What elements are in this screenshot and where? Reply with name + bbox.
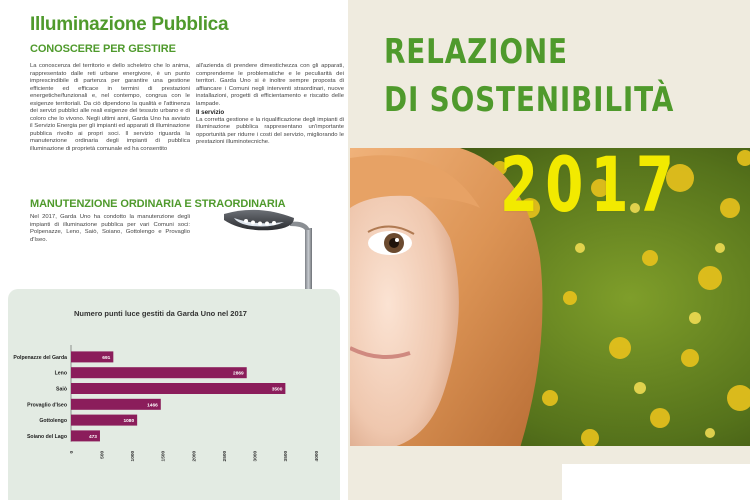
bar-value-label: 1080: [123, 419, 135, 425]
bar: [71, 383, 285, 394]
page-title: Illuminazione Pubblica: [30, 14, 229, 35]
decorative-card: [562, 464, 750, 500]
section-heading-conoscere: CONOSCERE PER GESTIRE: [30, 43, 176, 55]
chart-title: Numero punti luce gestiti da Garda Uno nel 2017: [74, 309, 247, 318]
bar-value-label: 3500: [271, 387, 283, 393]
street-lamp-image: [222, 200, 314, 292]
bar: [71, 367, 247, 378]
bar-value-label: 691: [102, 355, 111, 361]
category-label: Gottolengo: [39, 418, 67, 425]
x-tick-label: 2000: [192, 450, 198, 462]
bar-value-label: 2869: [233, 371, 244, 377]
body-text-manutenzione: Nel 2017, Garda Uno ha condotto la manutenzione degli impianti di illuminazione pubblica per vari Comuni soci: Polpenazze, Leno, Saiò, Soiano, Gottolengo e Provaglio d'Iseo.: [30, 214, 190, 243]
x-tick-label: 500: [100, 450, 106, 459]
chart-panel: [8, 289, 340, 500]
bar-value-label: 473: [88, 434, 97, 440]
section-heading-manutenzione: MANUTENZIONE ORDINARIA E STRAORDINARIA: [30, 198, 286, 210]
x-tick-label: 0: [69, 450, 75, 454]
cover-year: 2017: [500, 140, 682, 229]
x-tick-label: 1500: [161, 450, 167, 462]
body-text-paragraph: La corretta gestione e la riqualificazione degli impianti di illuminazione pubblica rappresentano un'importante opportunità per ridurre i costi del servizio, migliorando le prestazioni illuminotecniche.: [196, 116, 344, 146]
category-label: Polpenazze del Garda: [13, 354, 67, 361]
bar-value-label: 1466: [147, 403, 158, 409]
category-label: Saiò: [56, 386, 67, 393]
body-text-column-1: La conoscenza del territorio e dello scheletro che lo anima, rappresentato dalle reti urbane energivore, è un punto imprescindibile di partenza per garantire una gestione efficiente ed efficace in termini di prestazioni energetiche/funzionali e, nel contempo, congrua con le esigenze territoriali. Da ciò dipendono la qualità e l'attinenza dei servizi pubblici alle reali esigenze del tessuto urbano e di coloro che lo vivono. Negli ultimi anni, Garda Uno ha avviato il Servizio Energia per gli impianti ed apparati di illuminazione pubblica rivolto ai propri soci. Il servizio riguarda la manutenzione ordinaria degli impianti di pubblica illuminazione di proprietà comunale ed ha consentito: [30, 63, 190, 153]
category-label: Provaglio d'Iseo: [27, 402, 67, 409]
x-tick-label: 4000: [314, 450, 320, 462]
bottom-strip: [350, 446, 750, 500]
x-tick-label: 3000: [253, 450, 259, 462]
left-page: [0, 0, 348, 500]
cover-title-line-2: DI SOSTENIBILITÀ: [384, 80, 675, 120]
x-tick-label: 2500: [222, 450, 228, 462]
x-tick-label: 3500: [284, 450, 290, 462]
category-label: Soiano del Lago: [26, 433, 67, 440]
body-text-column-2: [196, 63, 344, 147]
body-text-paragraph: all'azienda di prendere dimestichezza con gli apparati, comprenderne le problematiche e le peculiarità dei territori. Garda Uno si è inoltre sempre proposta di affiancare i Comuni negli interventi straordinari, nuove installazioni, progetti di efficientamento e riscatto delle lampade.: [196, 63, 344, 107]
cover-title-line-1: RELAZIONE: [384, 32, 568, 72]
category-label: Leno: [54, 370, 67, 377]
x-tick-label: 1000: [131, 450, 137, 462]
servizio-heading: Il servizio: [196, 109, 225, 117]
bar-chart: [8, 289, 340, 500]
